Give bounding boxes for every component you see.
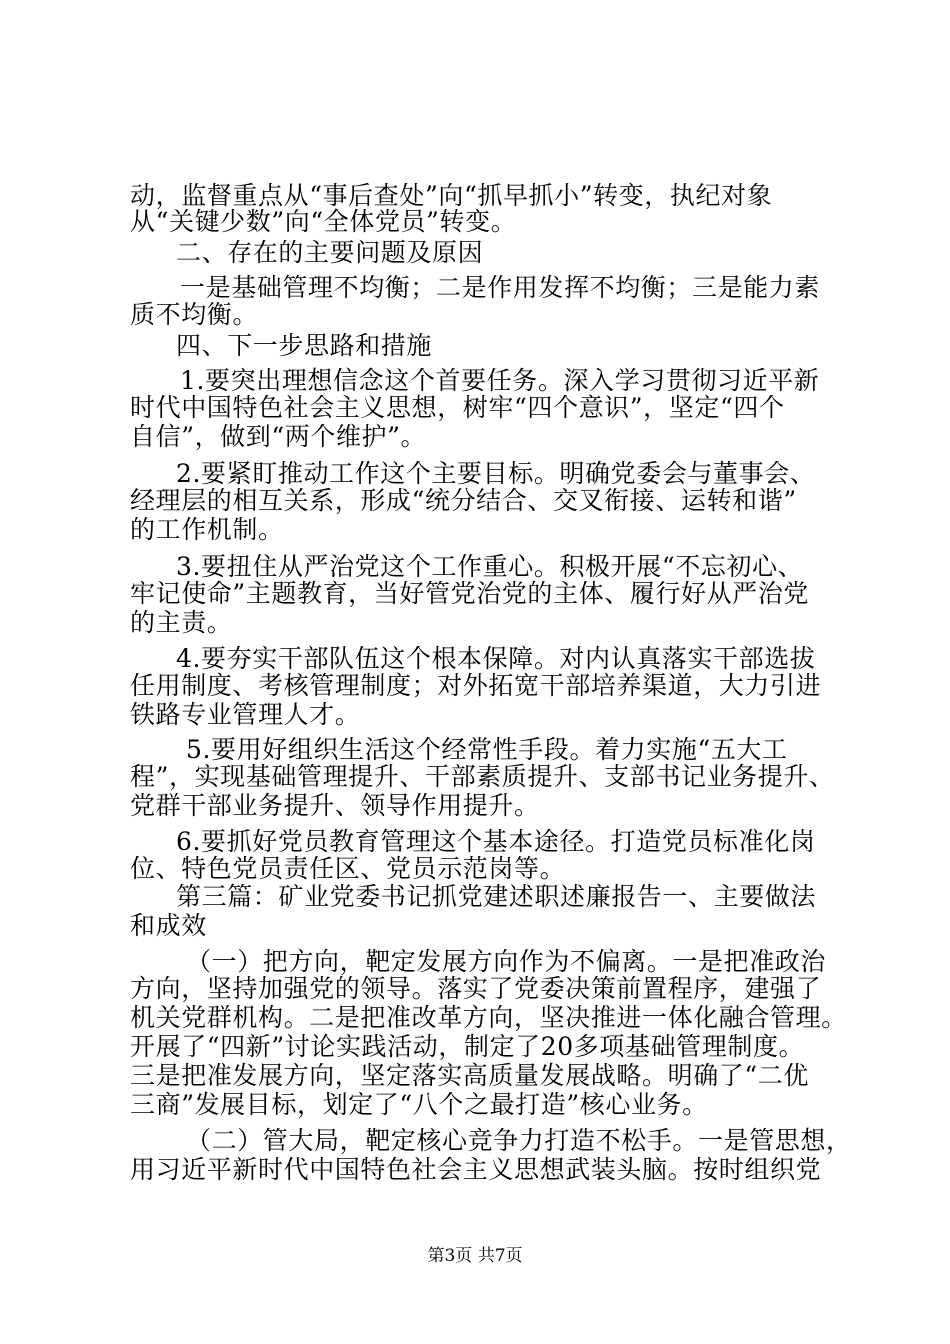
text-line: 牢记使命”主题教育，当好管党治党的主体、履行好从严治党 <box>130 579 809 608</box>
text-line: 1.要突出理想信念这个首要任务。深入学习贯彻习近平新 <box>180 366 820 395</box>
text-line: 铁路专业管理人才。 <box>130 700 361 729</box>
text-line: （二）管大局，靶定核心竞争力打造不松手。一是管思想， <box>186 1126 852 1155</box>
section-heading: 二、存在的主要问题及原因 <box>176 238 484 267</box>
text-line: 5.要用好组织生活这个经常性手段。着力实施“五大工 <box>186 735 788 764</box>
text-line: 程”，实现基础管理提升、干部素质提升、支部书记业务提升、 <box>130 762 835 791</box>
text-line: 质不均衡。 <box>130 300 259 329</box>
text-line: 一是基础管理不均衡；二是作用发挥不均衡；三是能力素 <box>180 273 821 302</box>
text-line: 3.要扭住从严治党这个工作重心。积极开展“不忘初心、 <box>176 552 804 581</box>
text-line: 三商”发展目标，划定了“八个之最打造”核心业务。 <box>130 1090 708 1119</box>
page-footer: 第3页 共7页 <box>427 1246 523 1266</box>
text-line: 方向，坚持加强党的领导。落实了党委决策前置程序，建强了 <box>130 974 822 1003</box>
text-line: 从“关键少数”向“全体党员”转变。 <box>130 207 517 236</box>
text-line: 经理层的相互关系，形成“统分结合、交叉衔接、运转和谐” <box>130 486 797 515</box>
text-line: 三是把准发展方向，坚定落实高质量发展战略。明确了“二优 <box>130 1061 809 1090</box>
section-heading: 和成效 <box>130 911 207 940</box>
text-line: （一）把方向，靶定发展方向作为不偏离。一是把准政治 <box>186 947 827 976</box>
section-heading: 四、下一步思路和措施 <box>176 331 433 360</box>
text-line: 的主责。 <box>130 608 233 637</box>
text-line: 2.要紧盯推动工作这个主要目标。明确党委会与董事会、 <box>176 459 816 488</box>
section-heading: 第三篇：矿业党委书记抓党建述职述廉报告一、主要做法 <box>176 882 817 911</box>
text-line: 位、特色党员责任区、党员示范岗等。 <box>130 854 566 883</box>
text-line: 机关党群机构。二是把准改革方向，坚决推进一体化融合管理。 <box>130 1003 847 1032</box>
text-line: 动，监督重点从“事后查处”向“抓早抓小”转变，执纪对象 <box>130 181 773 210</box>
text-line: 时代中国特色社会主义思想，树牢“四个意识”，坚定“四个 <box>130 393 785 422</box>
text-line: 6.要抓好党员教育管理这个基本途径。打造党员标准化岗 <box>176 827 816 856</box>
text-line: 任用制度、考核管理制度；对外拓宽干部培养渠道，大力引进 <box>130 671 822 700</box>
text-line: 4.要夯实干部队伍这个根本保障。对内认真落实干部选拔 <box>176 644 816 673</box>
text-line: 开展了“四新”讨论实践活动，制定了20多项基础管理制度。 <box>130 1032 805 1061</box>
text-line: 用习近平新时代中国特色社会主义思想武装头脑。按时组织党 <box>130 1155 822 1184</box>
text-line: 党群干部业务提升、领导作用提升。 <box>130 791 540 820</box>
text-line: 自信”，做到“两个维护”。 <box>130 422 427 451</box>
text-line: 的工作机制。 <box>130 515 284 544</box>
